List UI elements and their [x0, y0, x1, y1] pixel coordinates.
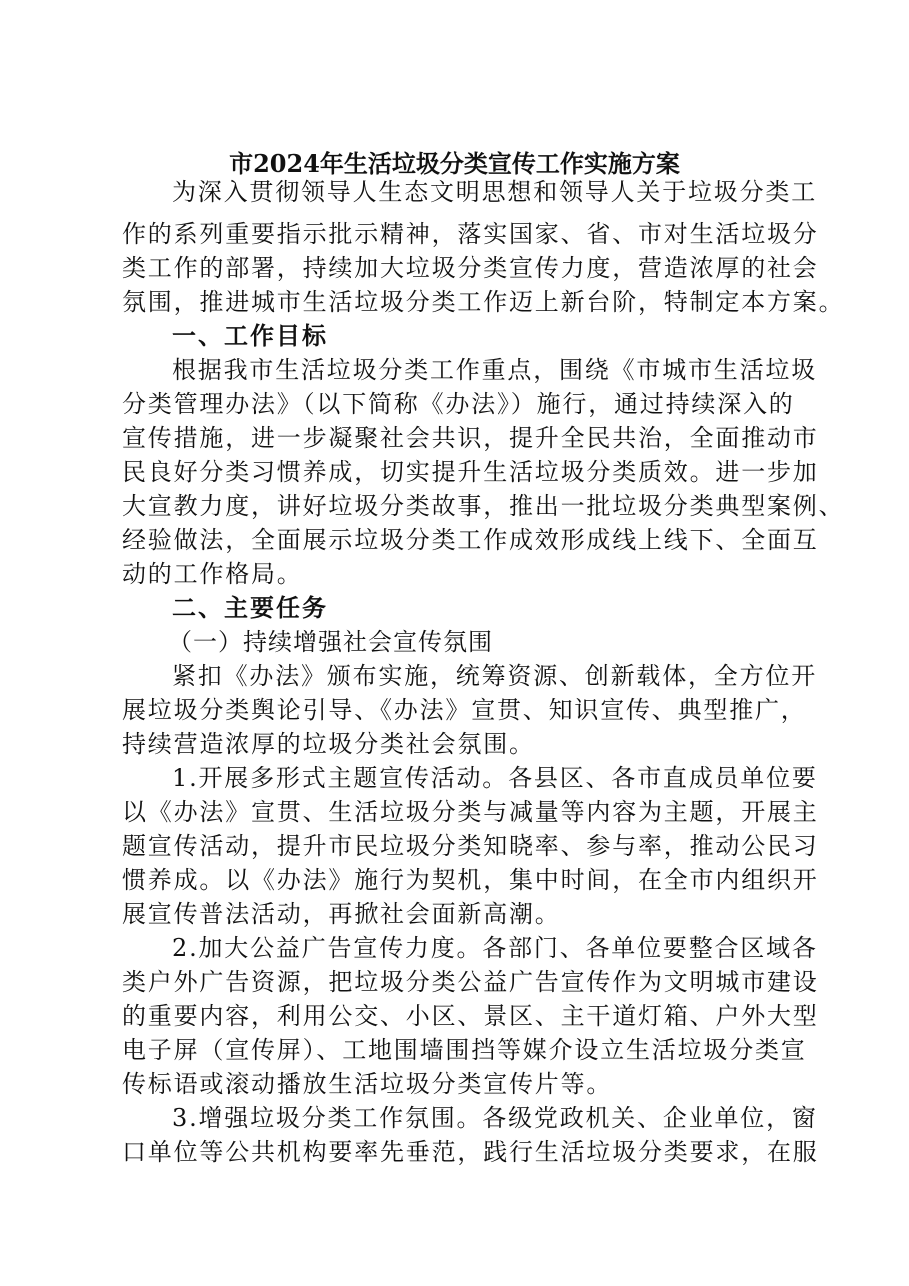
paragraph-line: 宣传措施，进一步凝聚社会共识，提升全民共治，全面推动市	[122, 424, 819, 452]
paragraph-line: 作的系列重要指示批示精神，落实国家、省、市对生活垃圾分	[122, 220, 819, 248]
subsection-heading: （一）持续增强社会宣传氛围	[168, 628, 493, 656]
paragraph-line: 民良好分类习惯养成，切实提升生活垃圾分类质效。进一步加	[122, 458, 819, 486]
paragraph-line: 动的工作格局。	[122, 560, 303, 588]
paragraph-line: 口单位等公共机构要率先垂范，践行生活垃圾分类要求，在服	[122, 1138, 819, 1166]
paragraph-line: 分类管理办法》（以下简称《办法》）施行，通过持续深入的	[122, 390, 795, 418]
paragraph-line: 以《办法》宣贯、生活垃圾分类与减量等内容为主题，开展主	[122, 798, 819, 826]
paragraph-line: 经验做法，全面展示垃圾分类工作成效形成线上线下、全面互	[122, 526, 819, 554]
paragraph-line: 氛围，推进城市生活垃圾分类工作迈上新台阶，特制定本方案。	[122, 288, 845, 316]
section-heading: 一、工作目标	[172, 322, 328, 350]
paragraph-line: 展垃圾分类舆论引导、《办法》宣贯、知识宣传、典型推广，	[122, 696, 807, 724]
paragraph-line: 传标语或滚动播放生活垃圾分类宣传片等。	[122, 1070, 613, 1098]
paragraph-line: 紧扣《办法》颁布实施，统筹资源、创新载体，全方位开	[172, 662, 817, 690]
paragraph-line: 的重要内容，利用公交、小区、景区、主干道灯箱、户外大型	[122, 1002, 819, 1030]
paragraph-line: 展宣传普法活动，再掀社会面新高潮。	[122, 900, 561, 928]
paragraph-line: 类户外广告资源，把垃圾分类公益广告宣传作为文明城市建设	[122, 968, 819, 996]
paragraph-line: 电子屏（宣传屏）、工地围墙围挡等媒介设立生活垃圾分类宣	[122, 1036, 807, 1064]
paragraph-line: 持续营造浓厚的垃圾分类社会氛围。	[122, 730, 535, 758]
paragraph-line: 题宣传活动，提升市民垃圾分类知晓率、参与率，推动公民习	[122, 832, 819, 860]
paragraph-line: 3.增强垃圾分类工作氛围。各级党政机关、企业单位，窗	[172, 1104, 818, 1132]
document-title: 市2024年生活垃圾分类宣传工作实施方案	[229, 149, 680, 178]
paragraph-line: 为深入贯彻领导人生态文明思想和领导人关于垃圾分类工	[172, 178, 817, 206]
section-heading: 二、主要任务	[172, 594, 328, 622]
paragraph-line: 根据我市生活垃圾分类工作重点，围绕《市城市生活垃圾	[172, 356, 817, 384]
paragraph-line: 2.加大公益广告宣传力度。各部门、各单位要整合区域各	[172, 934, 818, 962]
paragraph-line: 大宣教力度，讲好垃圾分类故事，推出一批垃圾分类典型案例、	[122, 492, 845, 520]
paragraph-line: 类工作的部署，持续加大垃圾分类宣传力度，营造浓厚的社会	[122, 254, 819, 282]
paragraph-line: 1.开展多形式主题宣传活动。各县区、各市直成员单位要	[172, 764, 818, 792]
paragraph-line: 惯养成。以《办法》施行为契机，集中时间，在全市内组织开	[122, 866, 819, 894]
